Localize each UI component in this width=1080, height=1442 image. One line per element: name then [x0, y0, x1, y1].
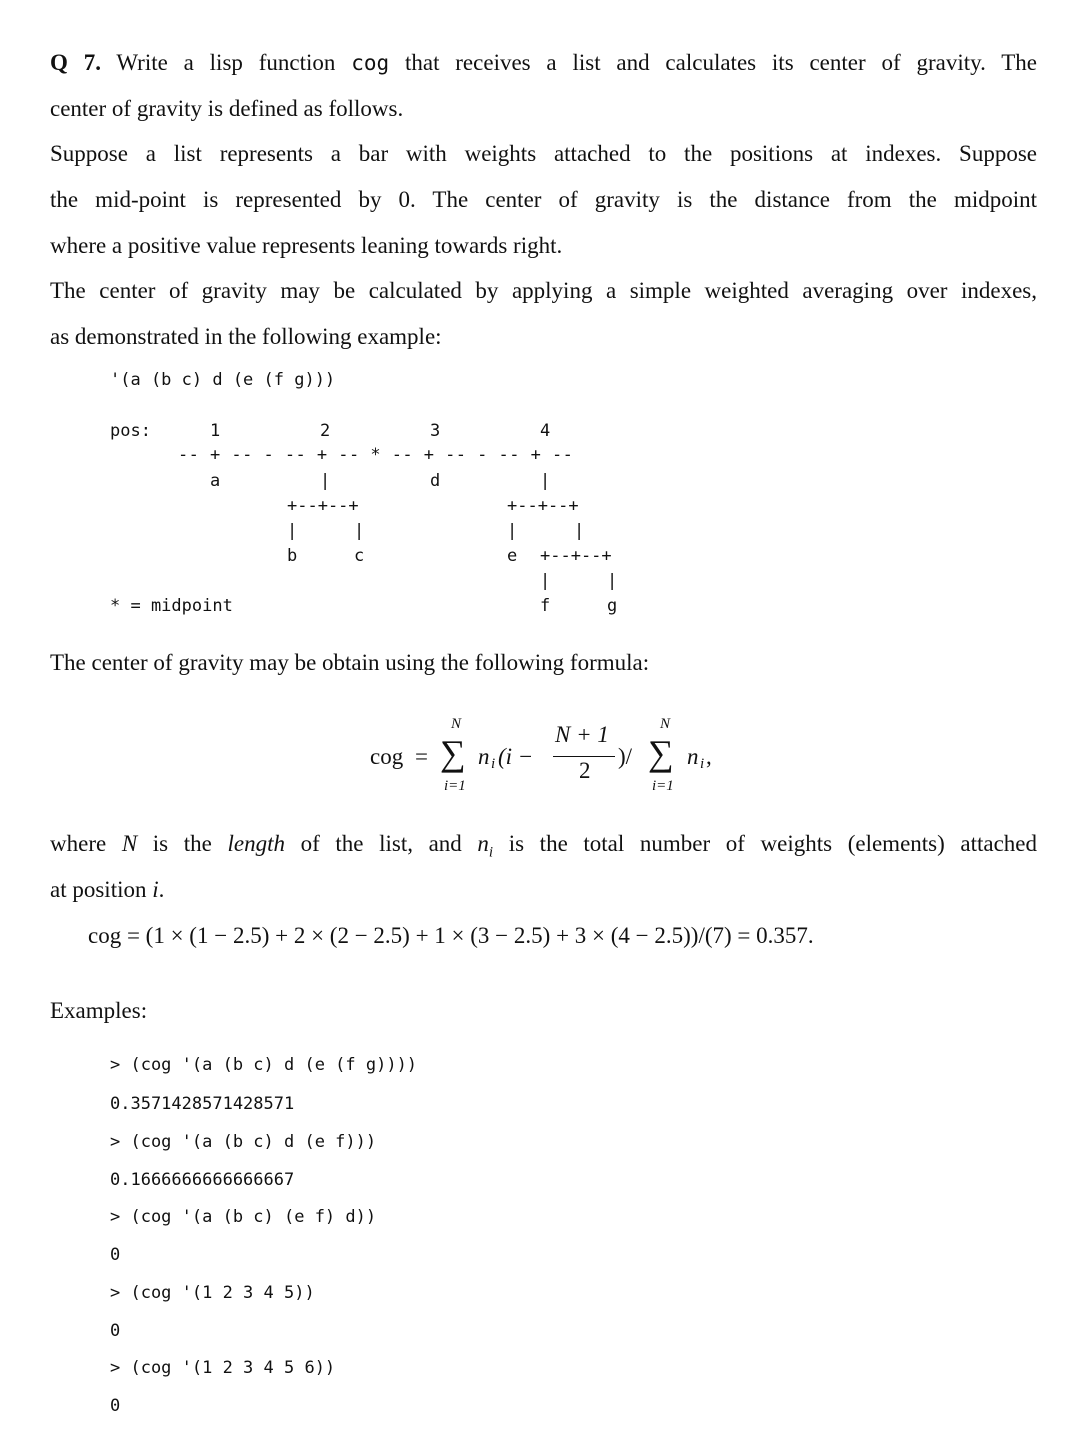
where-text: . — [158, 877, 165, 902]
paren-open: (i − — [498, 744, 534, 769]
stem: | — [354, 521, 365, 541]
leaf-e: e — [507, 546, 518, 566]
term-n: n — [478, 744, 490, 769]
midpoint-legend: * = midpoint — [110, 596, 233, 616]
where-text: where — [50, 831, 107, 856]
term-sub: i — [491, 756, 496, 772]
tail-sub: i — [700, 756, 705, 772]
branch-connector: +--+--+ — [507, 496, 579, 516]
leaf-g: g — [607, 596, 618, 616]
question-line-6: The center of gravity may be calculated by applying a simple weighted averaging over indexes, — [50, 278, 1037, 303]
cog-formula — [360, 712, 740, 802]
leaf-f: f — [540, 596, 551, 616]
sum-upper: N — [451, 716, 462, 732]
leaf-a: a — [210, 471, 221, 491]
formula-lhs: cog — [370, 744, 404, 769]
leaf-d: d — [430, 471, 441, 491]
stem: | — [287, 521, 298, 541]
stem: | — [574, 521, 585, 541]
var-n: n — [477, 831, 489, 856]
stem: | — [320, 471, 331, 491]
leaf-c: c — [354, 546, 365, 566]
where-line-2 — [50, 877, 1037, 903]
sum-lower: i=1 — [444, 778, 466, 794]
function-name: cog — [351, 51, 390, 75]
example-input: > (cog '(a (b c) d (e (f g)))) — [110, 1055, 418, 1075]
var-n-sub: i — [488, 844, 494, 861]
cog-computation: cog = (1 × (1 − 2.5) + 2 × (2 − 2.5) + 1 × (3 − 2.5) + 3 × (4 − 2.5))/(7) = 0.357. — [88, 923, 814, 948]
example-list: '(a (b c) d (e (f g))) — [110, 370, 336, 390]
question-line-3: Suppose a list represents a bar with weights attached to the positions at indexes. Suppose — [50, 141, 1037, 166]
branch-connector: +--+--+ — [540, 546, 612, 566]
examples-heading: Examples: — [50, 998, 148, 1023]
example-output: 0 — [110, 1245, 121, 1265]
frac-num: N + 1 — [555, 722, 609, 747]
var-i: i — [152, 877, 159, 902]
pos-label: pos: — [110, 421, 151, 441]
sigma-icon: ∑ — [648, 733, 674, 773]
position-3: 3 — [430, 421, 441, 441]
bar-line: -- + -- - -- + -- * -- + -- - -- + -- — [178, 445, 574, 465]
sum2-lower: i=1 — [652, 778, 674, 794]
position-4: 4 — [540, 421, 551, 441]
stem: | — [540, 471, 551, 491]
stem: | — [540, 571, 551, 591]
branch-connector: +--+--+ — [287, 496, 359, 516]
paren-close: )/ — [618, 744, 633, 769]
example-input: > (cog '(1 2 3 4 5)) — [110, 1283, 315, 1303]
stem: | — [507, 521, 518, 541]
position-1: 1 — [210, 421, 221, 441]
where-text: is the — [152, 831, 212, 856]
question-line-5: where a positive value represents leaning towards right. — [50, 233, 563, 258]
example-input: > (cog '(1 2 3 4 5 6)) — [110, 1358, 336, 1378]
frac-den: 2 — [579, 758, 591, 783]
leaf-b: b — [287, 546, 298, 566]
question-line-4: the mid-point is represented by 0. The center of gravity is the distance from the midpoint — [50, 187, 1037, 212]
example-input: > (cog '(a (b c) d (e f))) — [110, 1132, 377, 1152]
example-output: 0.3571428571428571 — [110, 1094, 295, 1114]
stem: | — [607, 571, 618, 591]
question-text-post: that receives a list and calculates its center of gravity. The — [404, 50, 1038, 75]
formula-eq: = — [415, 744, 428, 769]
question-line-2: center of gravity is defined as follows. — [50, 96, 404, 121]
where-line-1 — [50, 831, 1037, 862]
question-line-7: as demonstrated in the following example: — [50, 324, 442, 349]
length-word: length — [227, 831, 285, 856]
position-2: 2 — [320, 421, 331, 441]
var-N: N — [121, 831, 138, 856]
question-text-pre: Write a lisp function — [116, 50, 336, 75]
example-input: > (cog '(a (b c) (e f) d)) — [110, 1207, 377, 1227]
formula-intro: The center of gravity may be obtain using the following formula: — [50, 650, 650, 675]
example-output: 0 — [110, 1321, 121, 1341]
sum2-upper: N — [660, 716, 671, 732]
question-label: Q 7. — [50, 50, 101, 75]
sigma-icon: ∑ — [440, 733, 466, 773]
fraction-bar — [553, 756, 615, 757]
example-output: 0.1666666666666667 — [110, 1170, 295, 1190]
tail-comma: , — [706, 744, 712, 769]
where-text: is the total number of weights (elements) attached — [508, 831, 1038, 856]
where-text: at position — [50, 877, 147, 902]
tail-n: n — [687, 744, 699, 769]
example-output: 0 — [110, 1396, 121, 1416]
where-text: of the list, and — [300, 831, 462, 856]
